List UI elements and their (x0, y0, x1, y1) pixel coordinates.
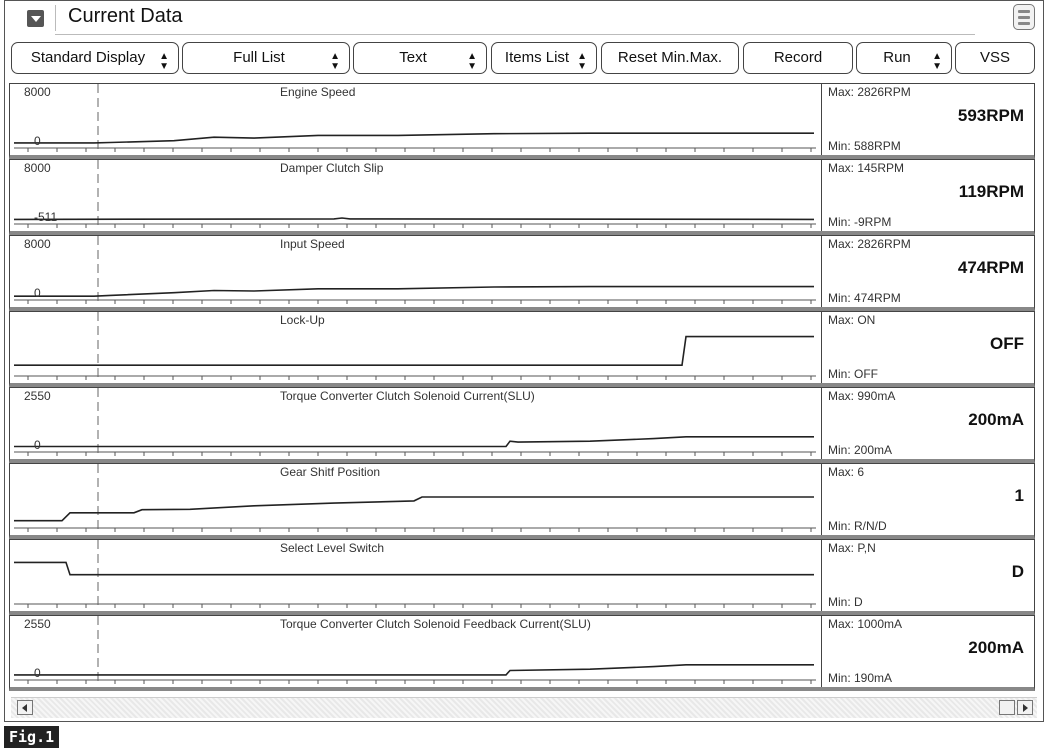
dropdown-arrows-icon: ▲ ▼ (932, 51, 942, 72)
data-panel (9, 159, 1035, 235)
max-value: Max: 145RPM (828, 161, 905, 175)
signal-trace (14, 562, 814, 574)
dropdown-arrows-icon: ▲ ▼ (577, 51, 587, 72)
parameter-name: Torque Converter Clutch Solenoid Current(SLU) (280, 389, 535, 403)
data-panel (9, 387, 1035, 463)
current-value: 593RPM (957, 106, 1024, 125)
current-value: 119RPM (958, 182, 1024, 201)
run-label: Run (883, 49, 911, 66)
vss-label: VSS (979, 49, 1010, 66)
max-value: Max: 6 (828, 465, 865, 479)
dropdown-arrows-icon: ▲ ▼ (467, 51, 477, 72)
signal-trace (14, 218, 814, 219)
trend-plot (10, 464, 820, 534)
trend-plot (10, 236, 820, 306)
trend-graph (10, 84, 822, 155)
min-value: Min: 200mA (828, 443, 893, 457)
y-max-label: 2550 (24, 617, 51, 631)
y-min-label: 0 (34, 286, 41, 300)
max-value: Max: P,N (828, 541, 876, 555)
max-value: Max: 990mA (828, 389, 896, 403)
data-panel (9, 83, 1035, 159)
signal-trace (14, 337, 814, 366)
min-value: Min: -9RPM (828, 215, 892, 229)
trend-plot (10, 160, 820, 230)
menu-icon[interactable] (1013, 4, 1035, 30)
data-panel (9, 539, 1035, 615)
value-summary (822, 388, 1034, 459)
value-summary (822, 312, 1034, 383)
data-panel (9, 615, 1035, 691)
max-value: Max: 2826RPM (828, 237, 911, 251)
scroll-thumb[interactable] (999, 700, 1015, 715)
parameter-name: Torque Converter Clutch Solenoid Feedback Current(SLU) (280, 617, 591, 631)
items-list-dropdown[interactable] (491, 42, 597, 74)
dropdown-arrows-icon: ▲ ▼ (330, 51, 340, 72)
signal-trace (14, 665, 814, 675)
data-panel (9, 311, 1035, 387)
max-value: Max: ON (828, 313, 876, 327)
text-dropdown[interactable] (353, 42, 487, 74)
collapse-toggle-icon[interactable] (27, 10, 44, 27)
reset-min-max-button[interactable] (601, 42, 739, 74)
value-summary (822, 616, 1034, 687)
title-bar (5, 1, 1043, 37)
horizontal-scrollbar[interactable] (11, 697, 1037, 718)
max-value: Max: 1000mA (828, 617, 903, 631)
max-value: Max: 2826RPM (828, 85, 911, 99)
trend-plot (10, 84, 820, 154)
parameter-name: Damper Clutch Slip (280, 161, 384, 175)
signal-trace (14, 287, 814, 297)
vss-button[interactable] (955, 42, 1035, 74)
scroll-left-icon[interactable] (17, 700, 33, 715)
current-value: OFF (990, 334, 1024, 353)
signal-trace (14, 133, 814, 143)
value-summary (822, 160, 1034, 231)
y-max-label: 8000 (24, 161, 51, 175)
y-min-label: -511 (34, 210, 58, 224)
full-list-dropdown[interactable] (182, 42, 350, 74)
parameter-name: Input Speed (280, 237, 345, 251)
record-button[interactable] (743, 42, 853, 74)
y-min-label: 0 (34, 666, 41, 680)
figure-label: Fig.1 (4, 726, 59, 748)
trend-graph (10, 160, 822, 231)
trend-graph (10, 464, 822, 535)
current-value: 200mA (968, 410, 1024, 429)
current-value: 200mA (968, 638, 1024, 657)
y-min-label: 0 (34, 134, 41, 148)
dropdown-arrows-icon: ▲ ▼ (159, 51, 169, 72)
value-summary (822, 236, 1034, 307)
parameter-name: Gear Shitf Position (280, 465, 381, 479)
full-list-label: Full List (233, 49, 285, 66)
title-divider (55, 5, 56, 31)
reset-min-max-label: Reset Min.Max. (617, 49, 723, 66)
signal-trace (14, 437, 814, 447)
y-max-label: 2550 (24, 389, 51, 403)
signal-trace (14, 497, 814, 521)
trend-plot (10, 312, 820, 382)
current-value: 474RPM (957, 258, 1024, 277)
data-panel (9, 463, 1035, 539)
y-max-label: 8000 (24, 85, 51, 99)
window-title: Current Data (68, 5, 183, 27)
trend-graph (10, 616, 822, 687)
title-underline (55, 34, 975, 35)
parameter-name: Select Level Switch (280, 541, 385, 555)
min-value: Min: 588RPM (828, 139, 901, 153)
value-summary (822, 464, 1034, 535)
min-value: Min: 474RPM (828, 291, 901, 305)
data-panel (9, 235, 1035, 311)
parameter-name: Engine Speed (280, 85, 356, 99)
trend-graph (10, 312, 822, 383)
parameter-name: Lock-Up (280, 313, 325, 327)
trend-plot (10, 540, 820, 610)
min-value: Min: D (828, 595, 863, 609)
toolbar (5, 42, 1043, 76)
min-value: Min: R/N/D (828, 519, 887, 533)
current-value: 1 (1014, 486, 1024, 505)
items-list-label: Items List (504, 49, 570, 66)
scroll-right-icon[interactable] (1017, 700, 1033, 715)
trend-graph (10, 388, 822, 459)
current-value: D (1011, 562, 1024, 581)
value-summary (822, 84, 1034, 155)
standard-display-label: Standard Display (30, 49, 146, 66)
trend-graph (10, 236, 822, 307)
record-label: Record (773, 49, 823, 66)
min-value: Min: OFF (828, 367, 878, 381)
value-summary (822, 540, 1034, 611)
run-dropdown[interactable] (856, 42, 952, 74)
trend-graph (10, 540, 822, 611)
min-value: Min: 190mA (828, 671, 893, 685)
current-data-window (4, 0, 1044, 722)
text-label: Text (399, 49, 427, 66)
standard-display-dropdown[interactable] (11, 42, 179, 74)
y-min-label: 0 (34, 438, 41, 452)
y-max-label: 8000 (24, 237, 51, 251)
